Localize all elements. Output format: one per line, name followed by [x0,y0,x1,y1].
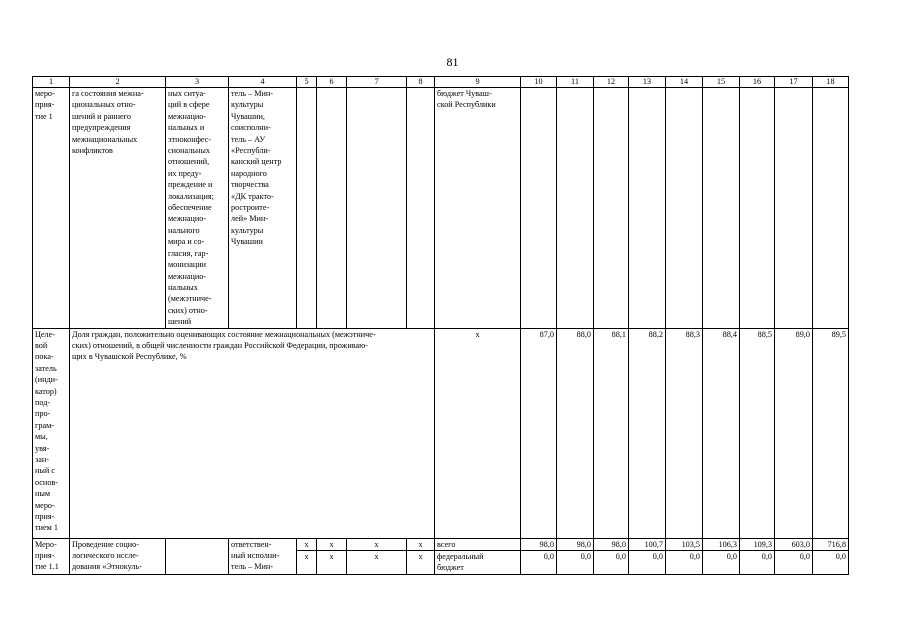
x-mark: x [317,538,347,550]
col-num: 2 [70,77,166,88]
col-num: 5 [297,77,317,88]
empty-cell [813,88,849,329]
indicator-label: Целе- вой пока- затель (инди- катор) под- про- грам- мы, увя- зан- ный с основ- ным меро- прия- тием 1 [33,328,70,538]
amount: 716,8 [813,538,849,550]
indicator-value: 88,3 [666,328,703,538]
col-num: 12 [594,77,629,88]
col-num: 9 [435,77,521,88]
indicator-text: Доля граждан, положительно оценивающих состояние межнациональных (межэтниче- ских) отношений, в общей численности граждан Российской Федерации, проживаю- щих в Чувашской Республике, % [70,328,435,538]
col-num: 1 [33,77,70,88]
indicator-value: 88,2 [629,328,666,538]
indicator-value: 88,0 [557,328,594,538]
col-num: 13 [629,77,666,88]
empty-cell [557,88,594,329]
responsible-executor: тель – Мин- культуры Чувашии, соисполни- тель – АУ «Республи- канский центр народного творчества «ДК тракто- ростроите- лей» Мин- культуры Чувашии [229,88,297,329]
amount: 0,0 [775,550,813,574]
x-mark: x [407,550,435,574]
empty-cell [594,88,629,329]
col-num: 7 [347,77,407,88]
indicator-value: 88,5 [740,328,775,538]
funding-source: федеральный бюджет [435,550,521,574]
amount: 109,3 [740,538,775,550]
responsible-executor: ответствен- ный исполни- тель – Мин- [229,538,297,574]
funding-source: всего [435,538,521,550]
program-table [32,76,849,575]
activity-description: ных ситуа- ций в сфере межнацио- нальных и этноконфес- сиональных отношений, их преду- преждение и локализация; обеспечение межнацио- нального мира и со- гласия, гар- монизации межнацио- нальных (межэтниче- ских) отно- шений [166,88,229,329]
amount: 0,0 [557,550,594,574]
activity-1-row [33,88,849,329]
col-num: 18 [813,77,849,88]
col-num: 4 [229,77,297,88]
x-mark: x [297,550,317,574]
empty-cell [297,88,317,329]
amount: 106,3 [703,538,740,550]
col-num: 8 [407,77,435,88]
col-num: 10 [521,77,557,88]
amount: 0,0 [521,550,557,574]
empty-cell [740,88,775,329]
activity-name: Проведение социо- логического иссле- дования «Этнокуль- [70,538,166,574]
column-number-row [33,77,849,88]
empty-cell [347,88,407,329]
empty-cell [629,88,666,329]
x-mark: x [347,550,407,574]
amount: 0,0 [813,550,849,574]
col-num: 3 [166,77,229,88]
page-number: 81 [446,55,459,69]
col-num: 6 [317,77,347,88]
activity-label: Меро- прия- тие 1.1 [33,538,70,574]
amount: 0,0 [629,550,666,574]
indicator-value: 89,5 [813,328,849,538]
empty-cell [775,88,813,329]
activity-name: га состояния межна- циональных отно- шений и раннего предупреждения межнациональных конфликтов [70,88,166,329]
amount: 98,0 [557,538,594,550]
empty-cell [166,538,229,574]
funding-source: бюджет Чуваш- ской Республики [435,88,521,329]
empty-cell [407,88,435,329]
amount: 0,0 [666,550,703,574]
amount: 0,0 [703,550,740,574]
empty-cell [666,88,703,329]
activity-label: меро- прия- тие 1 [33,88,70,329]
indicator-value: 87,0 [521,328,557,538]
amount: 98,0 [594,538,629,550]
amount: 0,0 [594,550,629,574]
x-mark: x [317,550,347,574]
col-num: 17 [775,77,813,88]
indicator-value: 88,1 [594,328,629,538]
indicator-value: 89,0 [775,328,813,538]
col-num: 14 [666,77,703,88]
amount: 0,0 [740,550,775,574]
amount: 603,0 [775,538,813,550]
col-num: 15 [703,77,740,88]
x-mark: x [347,538,407,550]
empty-cell [521,88,557,329]
col-num: 11 [557,77,594,88]
col-num: 16 [740,77,775,88]
indicator-row [33,328,849,538]
indicator-mark: x [435,328,521,538]
amount: 98,0 [521,538,557,550]
x-mark: x [297,538,317,550]
x-mark: x [407,538,435,550]
amount: 100,7 [629,538,666,550]
amount: 103,5 [666,538,703,550]
indicator-value: 88,4 [703,328,740,538]
activity-1-1-total-row [33,538,849,550]
empty-cell [703,88,740,329]
empty-cell [317,88,347,329]
